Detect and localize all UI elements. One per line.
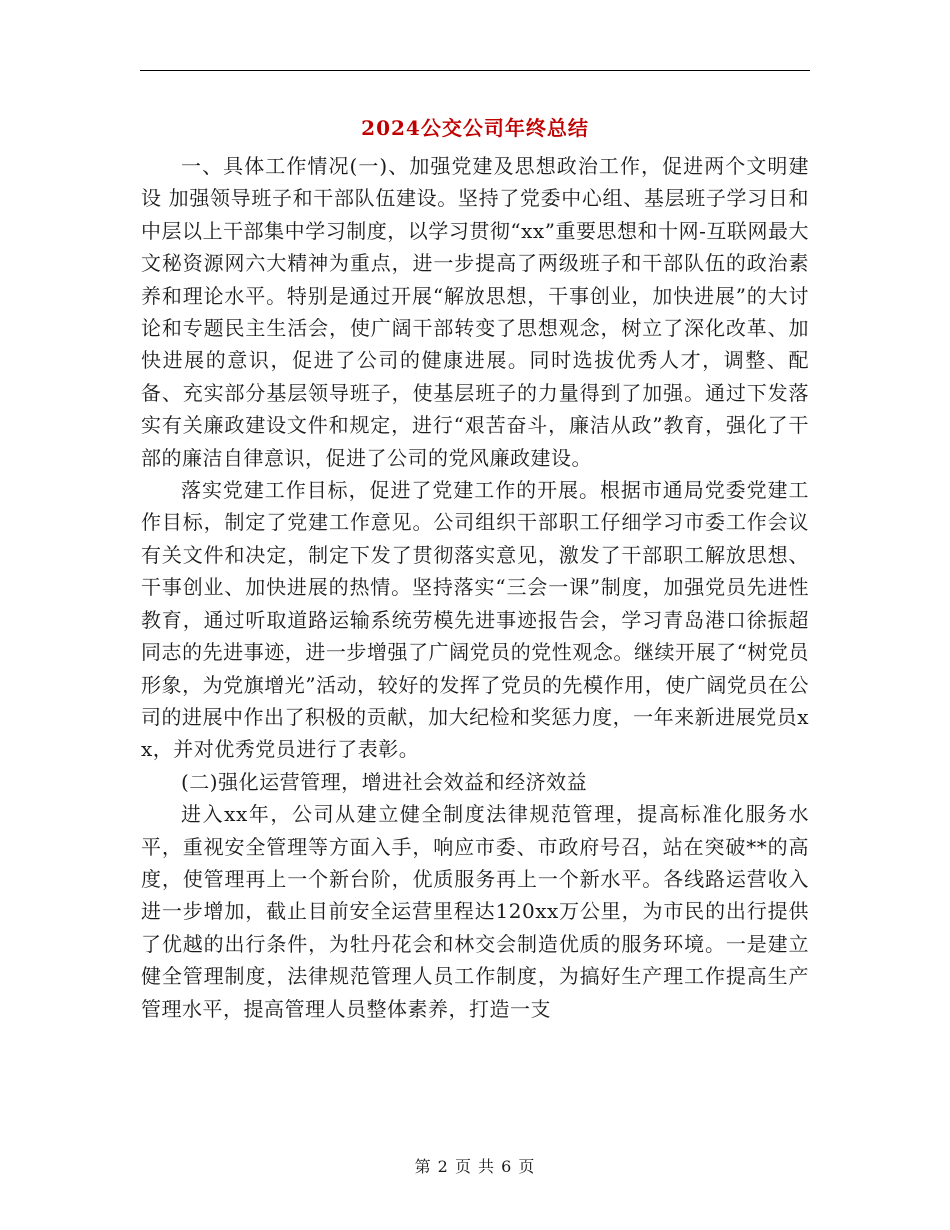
document-title: 2024公交公司年终总结	[361, 116, 589, 140]
paragraph-party-goals: 落实党建工作目标，促进了党建工作的开展。根据市通局党委党建工作目标，制定了党建工作意见。公司组织干部职工仔细学习市委工作会议有关文件和决定，制定下发了贯彻落实意见，激发了干部职工解放思想、干事创业、加快进展的热情。坚持落实“三会一课”制度，加强党员先进性教育，通过听取道路运输系统劳模先进事迹报告会，学习青岛港口徐振超同志的先进事迹，进一步增强了广阔党员的党性观念。继续开展了“树党员形象，为党旗增光”活动，较好的发挥了党员的先模作用，使广阔党员在公司的进展中作出了积极的贡献，加大纪检和奖惩力度，一年来新进展党员xx，并对优秀党员进行了表彰。	[141, 478, 809, 762]
header-rule	[140, 70, 810, 71]
document-body	[141, 150, 809, 1025]
section-heading-operations: (二)强化运营管理，增进社会效益和经济效益	[181, 769, 588, 794]
paragraph-party-building: 一、具体工作情况(一)、加强党建及思想政治工作，促进两个文明建设 加强领导班子和干部队伍建设。坚持了党委中心组、基层班子学习日和中层以上干部集中学习制度，以学习贯彻“xx”重要思想和十网-互联网最大文秘资源网六大精神为重点，进一步提高了两级班子和干部队伍的政治素养和理论水平。特别是通过开展“解放思想，干事创业，加快进展”的大讨论和专题民主生活会，使广阔干部转变了思想观念，树立了深化改革、加快进展的意识，促进了公司的健康进展。同时选拔优秀人才，调整、配备、充实部分基层领导班子，使基层班子的力量得到了加强。通过下发落实有关廉政建设文件和规定，进行“艰苦奋斗，廉洁从政”教育，强化了干部的廉洁自律意识，促进了公司的党风廉政建设。	[141, 154, 809, 470]
page-number: 第 2 页 共 6 页	[414, 1157, 536, 1176]
paragraph-operations: 进入xx年，公司从建立健全制度法律规范管理，提高标准化服务水平，重视安全管理等方面入手，响应市委、市政府号召，站在突破**的高度，使管理再上一个新台阶，优质服务再上一个新水平。各线路运营收入进一步增加，截止目前安全运营里程达120xx万公里，为市民的出行提供了优越的出行条件，为牡丹花会和林交会制造优质的服务环境。一是建立健全管理制度，法律规范管理人员工作制度，为搞好生产理工作提高生产管理水平，提高管理人员整体素养，打造一支	[141, 802, 809, 1021]
